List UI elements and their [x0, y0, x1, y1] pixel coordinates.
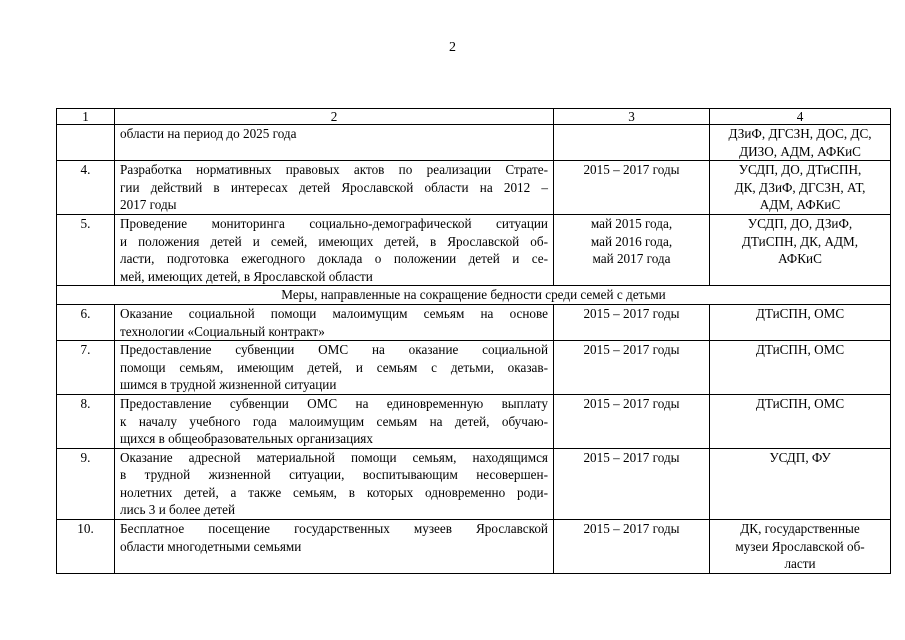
cell-line: АФКиС [778, 251, 822, 267]
page-number: 2 [449, 40, 456, 55]
cell-line: Оказание социальной помощи малоимущим семьям на основе [120, 305, 548, 321]
row-number: 6. [57, 304, 115, 340]
measure-description [115, 520, 554, 574]
measure-description [115, 125, 554, 161]
row-number: 7. [57, 341, 115, 395]
cell-line: в трудной жизненной ситуации, воспитывающим несовершен- [120, 467, 548, 483]
cell-line: ДТиСПН, ОМС [755, 395, 845, 411]
continuation-row [57, 125, 891, 161]
cell-line: АДМ, АФКиС [759, 197, 841, 213]
cell-line: Бесплатное посещение государственных музеев Ярославской [120, 521, 548, 537]
cell-line: 2015 – 2017 годы [583, 305, 680, 321]
table-row [57, 161, 891, 215]
measure-period [554, 341, 710, 395]
cell-line: к началу учебного года малоимущим семьям на детей, обучаю- [120, 413, 548, 429]
responsible-executors [710, 161, 891, 215]
cell-line: ДК, государственные [740, 521, 860, 537]
cell-line: ДТиСПН, ОМС [755, 305, 845, 321]
cell-line: май 2016 года, [590, 233, 673, 249]
measure-period [554, 214, 710, 285]
row-number: 4. [57, 161, 115, 215]
table-header-row [57, 109, 891, 125]
cell-line: 2015 – 2017 годы [583, 342, 680, 358]
cell-line: 2015 – 2017 годы [583, 449, 680, 465]
cell-line: области многодетными семьями [120, 538, 302, 554]
row-number: 10. [57, 520, 115, 574]
cell-line: ДТиСПН, ДК, АДМ, [741, 233, 859, 249]
cell-line: май 2015 года, [590, 215, 673, 231]
responsible-executors [710, 394, 891, 448]
table-row [57, 304, 891, 340]
cell-line: Разработка нормативных правовых актов по реализации Страте- [120, 162, 548, 178]
cell-line: Проведение мониторинга социально-демографической ситуации [120, 215, 548, 231]
measure-description [115, 394, 554, 448]
measure-period [554, 125, 710, 161]
cell-line: шимся в трудной жизненной ситуации [120, 377, 337, 393]
cell-line: 2015 – 2017 годы [583, 395, 680, 411]
cell-line: области на период до 2025 года [120, 126, 297, 141]
cell-line: нолетних детей, а также семьям, в которых одновременно роди- [120, 484, 548, 500]
table-row [57, 341, 891, 395]
responsible-executors [710, 341, 891, 395]
cell-line: 2015 – 2017 годы [583, 521, 680, 537]
cell-line: ДК, ДЗиФ, ДГСЗН, АТ, [734, 179, 866, 195]
header-cell-1: 1 [57, 109, 115, 125]
row-number: 9. [57, 448, 115, 519]
measure-period [554, 448, 710, 519]
cell-line: 2015 – 2017 годы [583, 162, 680, 178]
table-row [57, 394, 891, 448]
cell-line: гии действий в интересах детей Ярославской области на 2012 – [120, 179, 548, 195]
measure-description [115, 161, 554, 215]
cell-line: УСДП, ДО, ДТиСПН, [738, 162, 862, 178]
header-cell-2: 2 [115, 109, 554, 125]
cell-line: Оказание адресной материальной помощи семьям, находящимся [120, 449, 548, 465]
cell-line: УСДП, ФУ [769, 449, 831, 465]
cell-line: помощи семьям, имеющим детей, и семьям с детьми, оказав- [120, 359, 548, 375]
section-row [57, 286, 891, 305]
cell-line: и положения детей и семей, имеющих детей, в Ярославской об- [120, 233, 548, 249]
cell-line: 2017 годы [120, 197, 177, 213]
responsible-executors [710, 214, 891, 285]
cell-line: ласти, подготовка ежегодного доклада о положении детей и се- [120, 251, 548, 267]
measure-period [554, 161, 710, 215]
responsible-executors [710, 448, 891, 519]
measures-table [56, 108, 891, 574]
measure-description [115, 341, 554, 395]
cell-line: ласти [784, 556, 816, 572]
responsible-executors [710, 520, 891, 574]
table-row [57, 214, 891, 285]
cell-line: Предоставление субвенции ОМС на оказание социальной [120, 342, 548, 358]
cell-line: Предоставление субвенции ОМС на единовременную выплату [120, 395, 548, 411]
measure-description [115, 448, 554, 519]
cell-line: май 2017 года [592, 251, 671, 267]
row-number: 5. [57, 214, 115, 285]
cell-line: щихся в общеобразовательных организациях [120, 431, 373, 447]
cell-line: ДТиСПН, ОМС [755, 342, 845, 358]
row-number: 8. [57, 394, 115, 448]
cell-line: лись 3 и более детей [120, 502, 235, 518]
cell-line: ДИЗО, АДМ, АФКиС [739, 143, 861, 159]
row-number [57, 125, 115, 161]
measure-description [115, 304, 554, 340]
measure-period [554, 520, 710, 574]
cell-line: ДЗиФ, ДГСЗН, ДОС, ДС, [728, 126, 872, 141]
measure-period [554, 394, 710, 448]
table-row [57, 520, 891, 574]
section-title: Меры, направленные на сокращение бедности среди семей с детьми [57, 286, 891, 305]
cell-line: технологии «Социальный контракт» [120, 323, 325, 339]
responsible-executors [710, 125, 891, 161]
table-row [57, 448, 891, 519]
measures-table-body [57, 109, 891, 574]
cell-line: УСДП, ДО, ДЗиФ, [747, 215, 853, 231]
measure-period [554, 304, 710, 340]
measure-description [115, 214, 554, 285]
cell-line: мей, имеющих детей, в Ярославской области [120, 268, 373, 284]
header-cell-3: 3 [554, 109, 710, 125]
responsible-executors [710, 304, 891, 340]
cell-line: музеи Ярославской об- [735, 538, 865, 554]
header-cell-4: 4 [710, 109, 891, 125]
